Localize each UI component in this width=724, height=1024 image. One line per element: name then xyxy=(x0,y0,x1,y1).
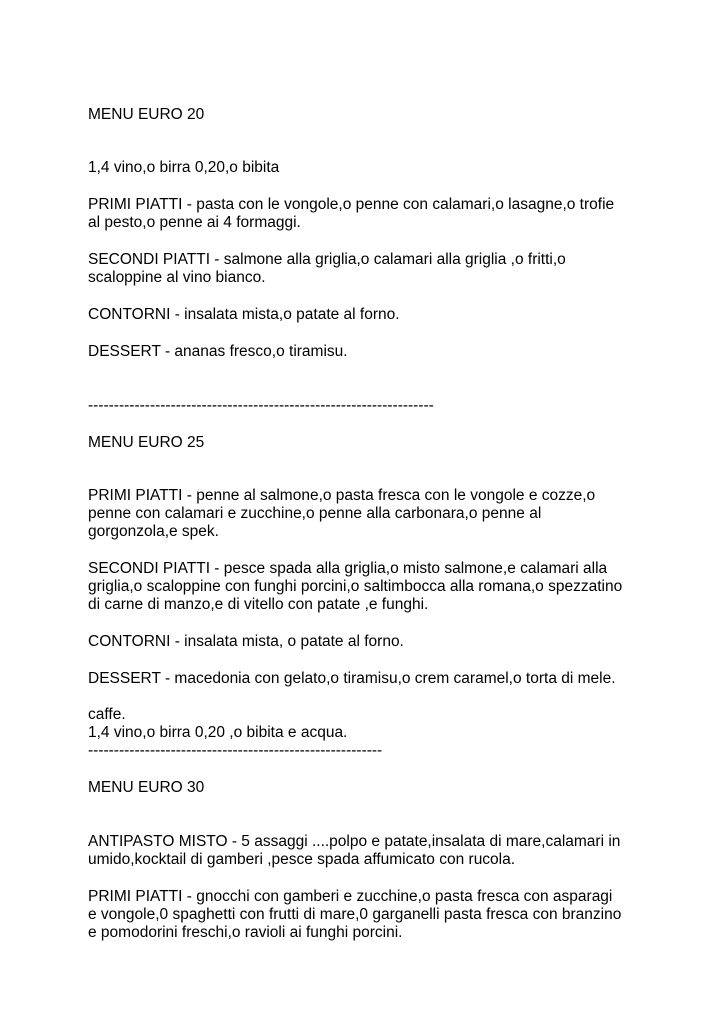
menu20-secondi-line-1: SECONDI PIATTI - salmone alla griglia,o calamari alla griglia ,o fritti,o xyxy=(88,251,566,268)
menu30-title: MENU EURO 30 xyxy=(88,779,205,796)
menu25-primi-line-2: penne con calamari e zucchine,o penne alla carbonara,o penne al xyxy=(88,505,542,522)
menu30-primi-line-3: e pomodorini freschi,o ravioli ai funghi porcini. xyxy=(88,924,403,941)
menu25-secondi-line-2: griglia,o scaloppine con funghi porcini,o saltimbocca alla romana,o spezzatino xyxy=(88,578,623,595)
menu20-primi-line-2: al pesto,o penne ai 4 formaggi. xyxy=(88,214,301,231)
menu25-caffe: caffe. xyxy=(88,706,126,723)
menu30-antipasto-line-1: ANTIPASTO MISTO - 5 assaggi ....polpo e patate,insalata di mare,calamari in xyxy=(88,833,621,850)
menu25-dessert: DESSERT - macedonia con gelato,o tiramisu,o crem caramel,o torta di mele. xyxy=(88,670,616,687)
menu30-antipasto-line-2: umido,kocktail di gamberi ,pesce spada affumicato con rucola. xyxy=(88,851,516,868)
separator-2: --------------------------------------------------------- xyxy=(88,742,383,759)
menu25-secondi-line-1: SECONDI PIATTI - pesce spada alla griglia,o misto salmone,e calamari alla xyxy=(88,560,608,577)
menu25-contorni: CONTORNI - insalata mista, o patate al forno. xyxy=(88,633,404,650)
menu25-primi-line-3: gorgonzola,e spek. xyxy=(88,523,219,540)
menu30-primi-line-2: e vongole,0 spaghetti con frutti di mare,0 garganelli pasta fresca con branzino xyxy=(88,906,622,923)
menu20-contorni: CONTORNI - insalata mista,o patate al forno. xyxy=(88,306,400,323)
menu20-drinks: 1,4 vino,o birra 0,20,o bibita xyxy=(88,159,280,176)
menu25-secondi-line-3: di carne di manzo,e di vitello con patate ,e funghi. xyxy=(88,596,429,613)
menu30-primi-line-1: PRIMI PIATTI - gnocchi con gamberi e zucchine,o pasta fresca con asparagi xyxy=(88,888,613,905)
menu25-title: MENU EURO 25 xyxy=(88,434,205,451)
separator-1: ------------------------------------------------------------------- xyxy=(88,397,434,414)
menu20-secondi-line-2: scaloppine al vino bianco. xyxy=(88,269,266,286)
menu20-dessert: DESSERT - ananas fresco,o tiramisu. xyxy=(88,343,348,360)
menu20-primi-line-1: PRIMI PIATTI - pasta con le vongole,o penne con calamari,o lasagne,o trofie xyxy=(88,196,615,213)
menu25-primi-line-1: PRIMI PIATTI - penne al salmone,o pasta fresca con le vongole e cozze,o xyxy=(88,487,596,504)
menu20-title: MENU EURO 20 xyxy=(88,106,205,123)
menu25-drinks: 1,4 vino,o birra 0,20 ,o bibita e acqua. xyxy=(88,724,348,741)
